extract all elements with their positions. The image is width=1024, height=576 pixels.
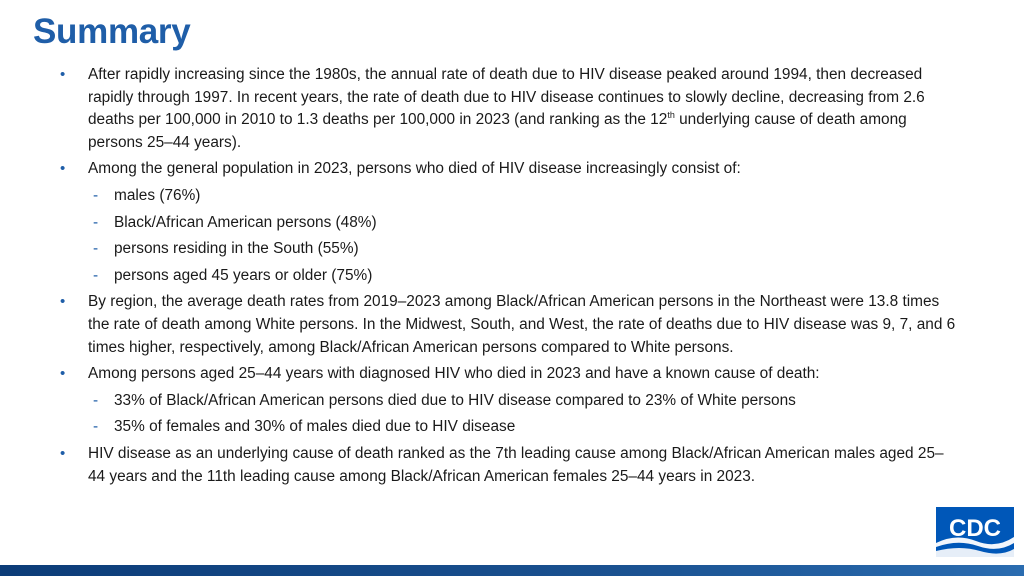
bullet-2 xyxy=(60,158,960,181)
bullet-3 xyxy=(60,291,960,359)
sub-item: - 33% of Black/African American persons died due to HIV disease compared to 23% of White persons xyxy=(60,390,960,413)
bullet-1 xyxy=(60,64,960,154)
bullet-1-text-end: underlying cause of death among persons 25–44 years). xyxy=(88,111,907,151)
bullet-1-text: After rapidly increasing since the 1980s, the annual rate of death due to HIV disease peaked around 1994, then decreased rapidly through 1997. In recent years, the rate of death due to HIV disease continues to slowly decline, decreasing from 2.6 deaths per 100,000 in 2010 to 1.3 deaths per 100,000 in 2023 (and ranking as the 12 xyxy=(88,66,925,129)
bullet-3-text: By region, the average death rates from 2019–2023 among Black/African American persons in the Northeast were 13.8 times the rate of death among White persons. In the Midwest, South, and West, the rate of deaths due to HIV disease was 9, 7, and 6 times higher, respectively, among Black/African American persons compared to White persons. xyxy=(88,293,956,356)
bullet-2-sublist xyxy=(60,185,960,287)
sub-item: - persons aged 45 years or older (75%) xyxy=(60,265,960,288)
bullet-5-text: HIV disease as an underlying cause of death ranked as the 7th leading cause among Black/African American males aged 25–44 years and the 11th leading cause among Black/African American females 25–44 years in 2023. xyxy=(88,444,944,485)
bullet-5 xyxy=(60,443,960,488)
bullet-2-text: Among the general population in 2023, persons who died of HIV disease increasingly consist of: xyxy=(88,160,741,178)
sub-item: - males (76%) xyxy=(60,185,960,208)
page-title: Summary xyxy=(33,12,191,51)
sub-item: - 35% of females and 30% of males died due to HIV disease xyxy=(60,416,960,439)
cdc-logo-icon xyxy=(936,507,1014,557)
sub-item: - Black/African American persons (48%) xyxy=(60,212,960,235)
logo-text: CDC xyxy=(949,515,1001,542)
bullet-4-text: Among persons aged 25–44 years with diagnosed HIV who died in 2023 and have a known cause of death: xyxy=(88,365,820,383)
bottom-bar xyxy=(0,565,1024,576)
bullet-4-sublist xyxy=(60,390,960,439)
sub-item: - persons residing in the South (55%) xyxy=(60,238,960,261)
superscript-th: th xyxy=(667,110,675,121)
summary-content xyxy=(60,64,960,492)
bullet-4 xyxy=(60,363,960,386)
